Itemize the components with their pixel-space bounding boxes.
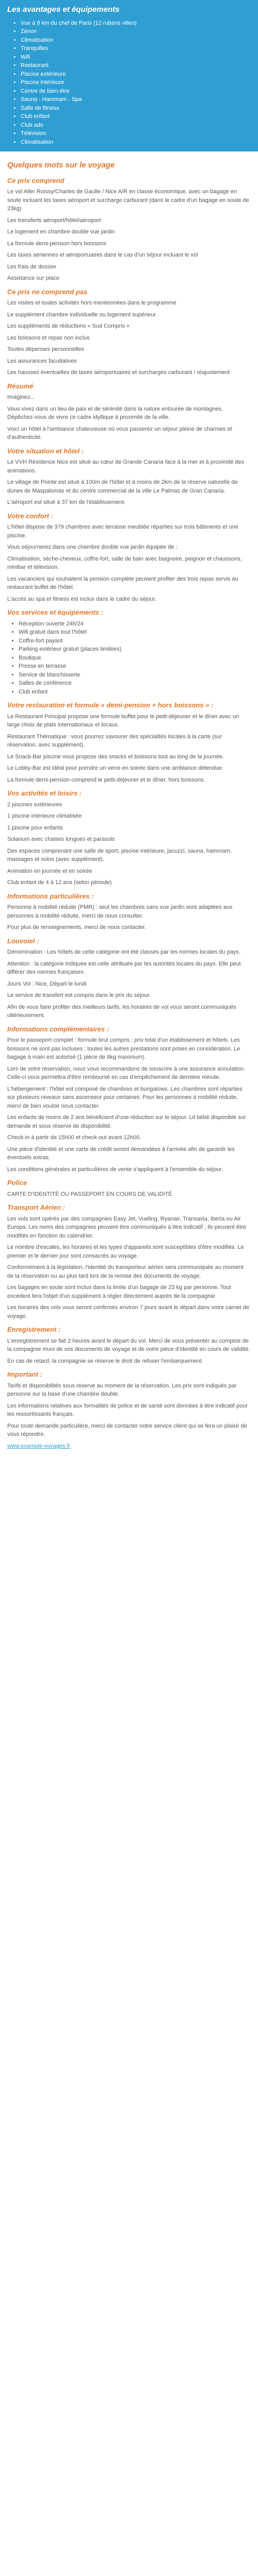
sections-container: [7, 176, 251, 1439]
section-paragraph: La formule demi-pension comprend le petit-déjeuner et le dîner, hors boissons.: [7, 776, 205, 783]
section-block: [7, 446, 251, 507]
equipment-item: • Climatisation: [21, 36, 251, 45]
section-paragraph: Vous séjournerez dans une chambre double vue jardin équipée de :: [7, 544, 178, 550]
section-heading: Résumé: [7, 382, 34, 390]
section-paragraph: Le nombre d'escales, les horaires et les types d'appareils sont susceptibles d'être modifiés. Le premier et le dernier jour sont consacrés au voyage.: [7, 1244, 244, 1259]
section-paragraph: Les transferts aéroport/hôtel/aéroport: [7, 217, 101, 224]
equipment-item: • Tranquilles: [21, 44, 251, 53]
section-paragraph: Les bagages en soute sont inclus dans la limite d'un bagage de 23 kg par personne. Tout excédent fera l'objet d'un supplément à régler directement auprès de la compagnie.: [7, 1284, 231, 1299]
section-paragraph: Le supplément chambre individuelle ou logement supérieur: [7, 311, 156, 318]
section-paragraph: L'hôtel dispose de 379 chambres avec terrasse meublée réparties sur trois bâtiments et une piscine.: [7, 524, 238, 539]
section-paragraph: Les conditions générales et particulières de vente s'appliquent à l'ensemble du séjour.: [7, 1166, 223, 1173]
equipment-item: • Wifi: [21, 53, 251, 62]
section-paragraph: L'accès au spa et fitness est inclus dans le cadre du séjour.: [7, 596, 156, 602]
section-paragraph: L'hébergement : l'hôtel est composé de chambres et bungalows. Les chambres sont réparties sur plusieurs niveaux sans ascenseur pour certaines. Pour les personnes à mobilité réduite, merci de bien vouloir nous contacter.: [7, 1086, 243, 1109]
section-heading: Louvoiel :: [7, 937, 39, 945]
section-paragraph: Une pièce d'identité et une carte de crédit seront demandées à l'arrivée afin de garantir les éventuels extras.: [7, 1146, 235, 1161]
section-paragraph: Solarium avec chaises longues et parasols: [7, 836, 115, 842]
equipment-item: • Zénon: [21, 27, 251, 36]
list-item: • Club enfant: [19, 688, 251, 697]
section-block: [7, 1178, 251, 1198]
section-paragraph: Le Lobby-Bar est idéal pour prendre un verre en soirée dans une ambiance détendue.: [7, 765, 223, 771]
section-paragraph: Afin de vous faire profiter des meilleurs tarifs, les horaires de vol vous seront communiqués ultérieurement.: [7, 1004, 236, 1019]
section-paragraph: Les taxes aériennes et aéroportuaires dans le cas d'un séjour incluant le vol: [7, 252, 198, 258]
section-block: [7, 1202, 251, 1320]
equipment-item: • Club enfant: [21, 112, 251, 121]
section-paragraph: Animation en journée et en soirée: [7, 868, 92, 874]
list-item: • Coffre-fort payant: [19, 637, 251, 646]
section-block: [7, 287, 251, 377]
section-paragraph: Assistance sur place: [7, 275, 59, 281]
section-heading: Informations particulières :: [7, 892, 94, 900]
section-heading: Votre confort :: [7, 512, 54, 520]
section-paragraph: Les assurances facultatives: [7, 358, 77, 364]
section-paragraph: Les informations relatives aux formalités de police et de santé sont données à titre indicatif pour les ressortissants français.: [7, 1402, 248, 1417]
section-heading: Informations complémentaires :: [7, 1025, 109, 1033]
section-block: [7, 1325, 251, 1365]
section-paragraph: Les boissons et repas non inclus: [7, 334, 90, 341]
section-heading: Transport Aérien :: [7, 1204, 65, 1211]
section-paragraph: En cas de retard, la compagnie se réserve le droit de refuser l'embarquement.: [7, 1358, 203, 1364]
content: [0, 151, 258, 1458]
section-paragraph: Le VVH Résidence Nice est situé au cœur de Grande Canaria face à la mer et à proximité des animations.: [7, 459, 245, 474]
equipment-list: [7, 19, 251, 147]
equipment-item: • Piscine extérieure: [21, 70, 251, 79]
section-paragraph: Personne à mobilité réduite (PMR) : seul les chambres sans vue jardin sont adaptées aux personnes à mobilité réduite, merci de nous consulter.: [7, 904, 233, 919]
section-paragraph: Jours Vol : Nice, Départ le lundi: [7, 980, 87, 987]
section-heading: Vos services et équipements :: [7, 608, 103, 616]
section-paragraph: 1 piscine pour enfants: [7, 824, 63, 831]
section-paragraph: Les enfants de moins de 2 ans bénéficient d'une réduction sur le séjour. Lit bébé disponible sur demande et sous réserve de disponibilité.: [7, 1114, 246, 1129]
section-paragraph: Tarifs et disponibilités sous réserve au moment de la réservation. Les prix sont indiqués par personne sur la base d'une chambre double.: [7, 1382, 237, 1397]
section-block: [7, 891, 251, 932]
section-paragraph: Voici un hôtel à l'ambiance chaleureuse où vous passerez un séjour pleine de charmes et d'authenticité.: [7, 426, 232, 440]
section-block: [7, 788, 251, 887]
section-paragraph: Lors de votre réservation, nous vous recommandons de souscrire à une assurance annulation. Celle-ci vous permettra d'être remboursé en cas d'empêchement de dernière minute.: [7, 1065, 246, 1080]
section-heading: Police: [7, 1179, 27, 1187]
section-paragraph: Pour plus de renseignements, merci de nous contacter.: [7, 924, 147, 930]
section-paragraph: Le logement en chambre double vue jardin: [7, 229, 115, 235]
section-paragraph: Des espaces comprenant une salle de sport, piscine intérieure, jacuzzi, sauna, hammam, massages et soins (avec supplément).: [7, 848, 232, 862]
section-block: [7, 511, 251, 604]
section-paragraph: Le vol Aller Roissy/Charles de Gaulle / Nice A/R en classe économique, avec un bagage en soute incluant les taxes aéroport et surcharge carburant (dans le cadre d'un bagage en soute de 23kg): [7, 189, 249, 212]
section-heading: Important :: [7, 1370, 42, 1378]
section-paragraph: Check-in à partir de 15h00 et check-out avant 12h00.: [7, 1134, 141, 1141]
list-item: • Parking extérieur gratuit (places limitées): [19, 645, 251, 654]
section-paragraph: Les hausses éventuelles de taxes aéroportuaires et surcharges carburant / réajustement: [7, 369, 230, 376]
section-paragraph: Les frais de dossier: [7, 263, 57, 270]
section-paragraph: Les vols sont opérés par des compagnies Easy Jet, Vueling, Ryanair, Transavia, Iberia ou Air Europa. Les noms des compagnies peuvent être communiqués à titre indicatif ; ils peuvent être modifiés en fonction du calendrier.: [7, 1215, 246, 1239]
list-item: • Salles de conférence: [19, 679, 251, 688]
section-block: [7, 936, 251, 1020]
list-item: • Réception ouverte 24h/24: [19, 620, 251, 629]
section-paragraph: La formule demi-pension hors boissons: [7, 240, 106, 247]
section-paragraph: Conformément à la législation, l'identité du transporteur aérien sera communiquée au moment de la réservation ou au plus tard lors de la remise des documents de voyage.: [7, 1264, 244, 1279]
section-block: [7, 176, 251, 283]
list-item: • Wifi gratuit dans tout l'hôtel: [19, 628, 251, 637]
section-paragraph: Toutes dépenses personnelles: [7, 346, 84, 352]
section-paragraph: Pour toute demande particulière, merci de contacter notre service client qui se fera un plaisir de vous répondre.: [7, 1422, 247, 1437]
section-heading: Ce prix ne comprend pas: [7, 287, 88, 296]
section-paragraph: Les suppléments de réductions « Sud Compris »: [7, 323, 130, 329]
equipment-item: • Salle de fitness: [21, 104, 251, 113]
section-paragraph: L'aéroport est situé à 37 km de l'établissement.: [7, 499, 126, 505]
section-block: [7, 381, 251, 442]
section-block: [7, 1024, 251, 1174]
section-paragraph: Club enfant de 4 à 12 ans (selon période): [7, 879, 112, 886]
list-item: • Boutique: [19, 654, 251, 663]
section-heading: Ce prix comprend: [7, 176, 64, 184]
section-paragraph: Imaginez...: [7, 394, 35, 400]
section-paragraph: 1 piscine intérieure climatisée: [7, 813, 82, 819]
section-paragraph: Vous vivez dans un lieu de paix et de sérénité dans la nature entourée de montagnes. Dépêchez-vous de vivre ce cadre idyllique à proximité de la ville.: [7, 405, 223, 420]
list-item: • Service de blanchisserie: [19, 671, 251, 680]
equipment-item: • Télévision: [21, 129, 251, 138]
banner-title: Les avantages et équipements: [7, 5, 120, 14]
section-heading: Enregistrement :: [7, 1326, 61, 1333]
section-block: [7, 607, 251, 696]
section-paragraph: Les horaires des vols vous seront confirmés environ 7 jours avant le départ dans votre carnet de voyage.: [7, 1304, 249, 1319]
section-paragraph: 2 piscines extérieures: [7, 801, 62, 808]
section-paragraph: Restaurant Thématique : vous pourrez savourer des spécialités locales à la carte (sur réservation, avec supplément).: [7, 733, 222, 748]
equipment-item: • Vue à 8 km du chef de Paris (12 rubans villes): [21, 19, 251, 28]
equipment-banner: [0, 0, 258, 151]
section-heading: Votre restauration et formule « demi-pension + hors boissons » :: [7, 701, 214, 709]
equipment-item: • Restaurant: [21, 61, 251, 70]
section-paragraph: Le village de Pointe est situé à 100m de l'hôtel et à moins de 2km de la réserve naturelle de dunes de Maspalomas et du centre commercial de la ville Le Palmas de Gran Canaria.: [7, 479, 238, 494]
section-paragraph: Le service de transfert est compris dans le prix du séjour.: [7, 992, 151, 998]
section-paragraph: CARTE D'IDENTITÉ OU PASSEPORT EN COURS DE VALIDITÉ: [7, 1191, 172, 1197]
section-paragraph: Climatisation, sèche-cheveux, coffre-fort, salle de bain avec baignoire, peignoir et chaussons, minibar et télévision.: [7, 555, 242, 570]
section-heading: Vos activités et loisirs :: [7, 789, 82, 797]
list-item: • Presse en terrasse: [19, 662, 251, 671]
section-paragraph: Les vacanciers qui souhaitent la pension complète peuvent profiter des trois repas servis au restaurant buffet de l'hôtel.: [7, 575, 238, 590]
section-paragraph: Dénomination : Les hôtels de cette catégorie ont été classés par les normes locales du pays.: [7, 949, 240, 955]
equipment-item: • Centre de bien-être: [21, 87, 251, 96]
equipment-item: • Climatisation: [21, 138, 251, 147]
section-heading: Votre situation et hôtel :: [7, 447, 84, 455]
equipment-item: • Sauna - Hammam - Spa: [21, 95, 251, 104]
section-paragraph: Le Snack-Bar piscine vous propose des snacks et boissons tout au long de la journée.: [7, 753, 224, 760]
section-list: [7, 620, 251, 697]
section-paragraph: Le Restaurant Principal propose une formule buffet pour le petit-déjeuner et le dîner avec un large choix de plats internationaux et locaux.: [7, 713, 239, 728]
section-paragraph: Attention : la catégorie indiquée est celle attribuée par les autorités locales du pays. Elle peut différer des normes françaises.: [7, 960, 241, 975]
equipment-item: • Piscine intérieure: [21, 78, 251, 87]
equipment-item: • Club ado: [21, 121, 251, 130]
section-paragraph: L'enregistrement se fait 2 heures avant le départ du vol. Merci de vous présenter au comptoir de la compagnie muni de vos documents de voyage et de votre pièce d'identité en cours de validité.: [7, 1337, 250, 1352]
quick-title: Quelques mots sur le voyage: [7, 161, 115, 170]
section-paragraph: Pour le passeport complet : formule brut compris ; prix total d'un établissement et hôtels. Les boissons ne sont pas incluses ; toutes les autres prestations sont prises en considération. Le bagage à main est autorisé (1 pièce de 8kg maximum).: [7, 1037, 240, 1060]
section-block: [7, 1369, 251, 1439]
section-paragraph: Les visites et toutes activités hors mentionnées dans le programme: [7, 300, 176, 306]
section-block: [7, 700, 251, 784]
contact-link[interactable]: www.example-voyages.fr: [7, 1443, 71, 1449]
